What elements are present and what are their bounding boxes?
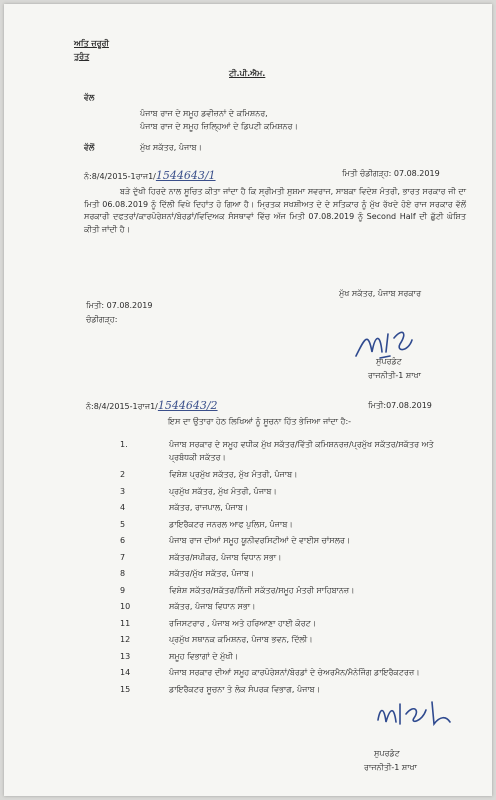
distribution-item-text: ਵਿਸ਼ੇਸ਼ ਪ੍ਰਮੁੱਖ ਸਕੱਤਰ, ਮੁੱਖ ਮੰਤਰੀ, ਪੰਜਾਬ। [169,470,298,479]
distribution-item-number: 10 [120,602,131,611]
distribution-item-text: ਪ੍ਰਮੁੱਖ ਸਥਾਨਕ ਕਮਿਸ਼ਨਰ, ਪੰਜਾਬ ਭਵਨ, ਦਿੱਲੀ। [169,635,313,644]
from-label: ਵੱਲੋਂ [84,143,95,152]
letter2-ref-handwritten: 1544643/2 [157,399,218,412]
distribution-item-text: ਪੰਜਾਬ ਸਰਕਾਰ ਦੀਆਂ ਸਮੂਹ ਕਾਰਪੋਰੇਸ਼ਨਾਂ/ਬੋਰਡਾਂ ਦੇ ਚੇਅਰਮੈਨ/ਮੈਨੇਜਿੰਗ ਡਾਇਰੈਕਟਰਜ਼। [169,668,420,677]
distribution-item-number: 6 [120,536,126,545]
distribution-item-number: 1. [120,440,128,449]
distribution-item-number: 4 [120,503,126,512]
distribution-item [4,569,474,582]
distribution-item [4,586,474,599]
distribution-item-text: ਡਾਇਰੈਕਟਰ ਜਨਰਲ ਆਫ ਪੁਲਿਸ, ਪੰਜਾਬ। [169,519,293,529]
letter2-supdt: ਸੁਪਰਡੰਟ [374,749,400,758]
letter1-date-bottom: ਮਿਤੀ: 07.08.2019 [86,301,153,310]
distribution-item-text: ਵਿਸ਼ੇਸ਼ ਸਕੱਤਰ/ਸਕੱਤਰ/ਨਿੱਜੀ ਸਕੱਤਰ/ਸਮੂਹ ਮੰਤਰੀ ਸਾਹਿਬਾਨਜ਼। [169,585,355,595]
letter1-place-bottom: ਚੰਡੀਗੜ੍ਹ: [86,315,118,324]
document-page [4,4,492,796]
letter1-body: ਬੜੇ ਦੁੱਖੀ ਹਿਰਦੇ ਨਾਲ ਸੂਚਿਤ ਕੀਤਾ ਜਾਂਦਾ ਹੈ ਕਿ ਸ੍ਰੀਮਤੀ ਸੁਸ਼ਮਾ ਸਵਰਾਜ, ਸਾਬਕਾ ਵਿਦੇਸ਼ ਮੰਤਰੀ, ਭਾਰਤ ਸਰਕਾਰ ਜੀ ਦਾ ਮਿਤੀ 06.08.2019 ਨੂੰ ਦਿੱਲੀ ਵਿਖੇ ਦਿਹਾਂਤ ਹੋ ਗਿਆ ਹੈ। ਮ੍ਰਿਤਕ ਸਖਸ਼ੀਅਤ ਦੇ ਦੇ ਸਤਿਕਾਰ ਨੂੰ ਮੁੱਖ ਰੱਖਦੇ ਹੋਏ ਰਾਜ ਸਰਕਾਰ ਵੱਲੋਂ ਸਰਕਾਰੀ ਦਫਤਰਾਂ/ਕਾਰਪੋਰੇਸ਼ਨਾਂ/ਬੋਰਡਾਂ/ਵਿਦਿਅਕ ਸੰਸਥਾਵਾਂ ਵਿੱਚ ਅੱਜ ਮਿਤੀ 07.08.2019 ਨੂੰ Second Half ਦੀ ਛੁੱਟੀ ਘੋਸ਼ਿਤ ਕੀਤੀ ਜਾਂਦੀ ਹੈ। [84,187,466,234]
distribution-item-number: 2 [120,470,126,479]
distribution-item-number: 9 [120,585,126,595]
distribution-item [4,520,474,533]
distribution-item-text: ਰਜਿਸਟਰਾਰ , ਪੰਜਾਬ ਅਤੇ ਹਰਿਆਣਾ ਹਾਈ ਕੋਰਟ। [169,618,317,628]
distribution-item-text: ਸਕੱਤਰ/ਮੁੱਖ ਸਕੱਤਰ, ਪੰਜਾਬ। [169,569,255,578]
distribution-item [4,536,474,549]
distribution-item-number: 13 [120,651,131,661]
letter2-ref-prefix: ਨੰ:8/4/2015-1ਰਾਜ1/ [86,402,158,411]
from-value: ਮੁੱਖ ਸਕੱਤਰ, ਪੰਜਾਬ। [140,143,202,152]
priority-label: ਅਤਿ ਜ਼ਰੂਰੀ [74,39,109,48]
letter2-signature [370,694,470,734]
distribution-item-text: ਸਕੱਤਰ, ਪੰਜਾਬ ਵਿਧਾਨ ਸਭਾ। [169,602,256,611]
letter1-sign-title: ਮੁੱਖ ਸਕੱਤਰ, ਪੰਜਾਬ ਸਰਕਾਰ [339,289,422,298]
distribution-item-text: ਸਮੂਹ ਵਿਭਾਗਾਂ ਦੇ ਮੁੱਖੀ। [169,651,239,661]
distribution-item [4,553,474,566]
distribution-item-number: 7 [120,552,126,562]
distribution-item-text: ਸਕੱਤਰ, ਰਾਜਪਾਲ, ਪੰਜਾਬ। [169,503,249,512]
letter1-section: ਰਾਜਨੀਤੀ-1 ਸ਼ਾਖਾ [368,371,421,380]
distribution-item [4,602,474,615]
to-label: ਵੱਲ [84,93,95,102]
distribution-item [4,487,474,500]
immediate-label: ਤੁਰੰਤ [74,52,90,61]
distribution-item [4,440,474,453]
letter2-ref-number [86,400,218,412]
distribution-item [4,619,474,632]
distribution-item [4,503,474,516]
distribution-item-text: ਪੰਜਾਬ ਸਰਕਾਰ ਦੇ ਸਮੂਹ ਵਧੀਕ ਮੁੱਖ ਸਕੱਤਰ/ਵਿੱਤੀ ਕਮਿਸ਼ਨਰਜ਼/ਪ੍ਰਮੁੱਖ ਸਕੱਤਰ/ਸਕੱਤਰ ਅਤੇ [169,440,434,449]
letter1-supdt: ਸੁਪਰਡੰਟ [376,357,402,366]
letter2-intro: ਇਸ ਦਾ ਉਤਾਰਾ ਹੇਠ ਲਿਖਿਆਂ ਨੂੰ ਸੂਚਨਾ ਹਿੱਤ ਭੇਜਿਆ ਜਾਂਦਾ ਹੈ:- [168,417,352,426]
letter1-date: ਮਿਤੀ ਚੰਡੀਗੜ੍ਹ: 07.08.2019 [342,169,440,178]
distribution-item [4,652,474,665]
to-line-2: ਪੰਜਾਬ ਰਾਜ ਦੇ ਸਮੂਹ ਜ਼ਿਲ੍ਹਿਆਂ ਦੇ ਡਿਪਟੀ ਕਮਿਸ਼ਨਰ। [140,122,298,131]
distribution-item-text-line2: ਪ੍ਰਬੰਧਕੀ ਸਕੱਤਰ। [169,453,226,462]
distribution-item-number: 8 [120,569,126,578]
distribution-item-number: 14 [120,668,131,677]
distribution-item-continuation [4,453,474,466]
tpm-label: ਟੀ.ਪੀ.ਐਮ. [229,69,266,78]
distribution-item-text: ਪ੍ਰਮੁੱਖ ਸਕੱਤਰ, ਮੁੱਖ ਮੰਤਰੀ, ਪੰਜਾਬ। [169,486,277,496]
distribution-item-number: 15 [120,684,131,694]
distribution-item-number: 3 [120,486,126,496]
to-line-1: ਪੰਜਾਬ ਰਾਜ ਦੇ ਸਮੂਹ ਡਵੀਜ਼ਨਾਂ ਦੇ ਕਮਿਸ਼ਨਰ, [140,109,268,118]
distribution-item [4,685,474,698]
distribution-item [4,635,474,648]
letter1-ref-handwritten: 1544643/1 [155,169,216,182]
distribution-item-text: ਪੰਜਾਬ ਰਾਜ ਦੀਆਂ ਸਮੂਹ ਯੂਨੀਵਰਸਿਟੀਆਂ ਦੇ ਵਾਈਸ ਚਾਂਸਲਰ। [169,536,351,545]
letter1-ref-prefix: ਨੰ:8/4/2015-1ਰਾਜ1/ [84,172,156,181]
distribution-item-number: 11 [120,618,131,628]
distribution-item [4,668,474,681]
distribution-item-number: 12 [120,635,131,644]
distribution-item-text: ਡਾਇਰੈਕਟਰ ਸੂਚਨਾ ਤੇ ਲੋਕ ਸੰਪਰਕ ਵਿਭਾਗ, ਪੰਜਾਬ। [169,684,321,694]
letter2-date: ਮਿਤੀ:07.08.2019 [368,401,432,410]
distribution-item [4,470,474,483]
letter1-ref-number [84,170,216,182]
distribution-item-number: 5 [120,519,126,529]
letter2-section: ਰਾਜਨੀਤੀ-1 ਸ਼ਾਖਾ [364,763,417,772]
distribution-item-text: ਸਕੱਤਰ/ਸਪੀਕਰ, ਪੰਜਾਬ ਵਿਧਾਨ ਸਭਾ। [169,552,282,562]
